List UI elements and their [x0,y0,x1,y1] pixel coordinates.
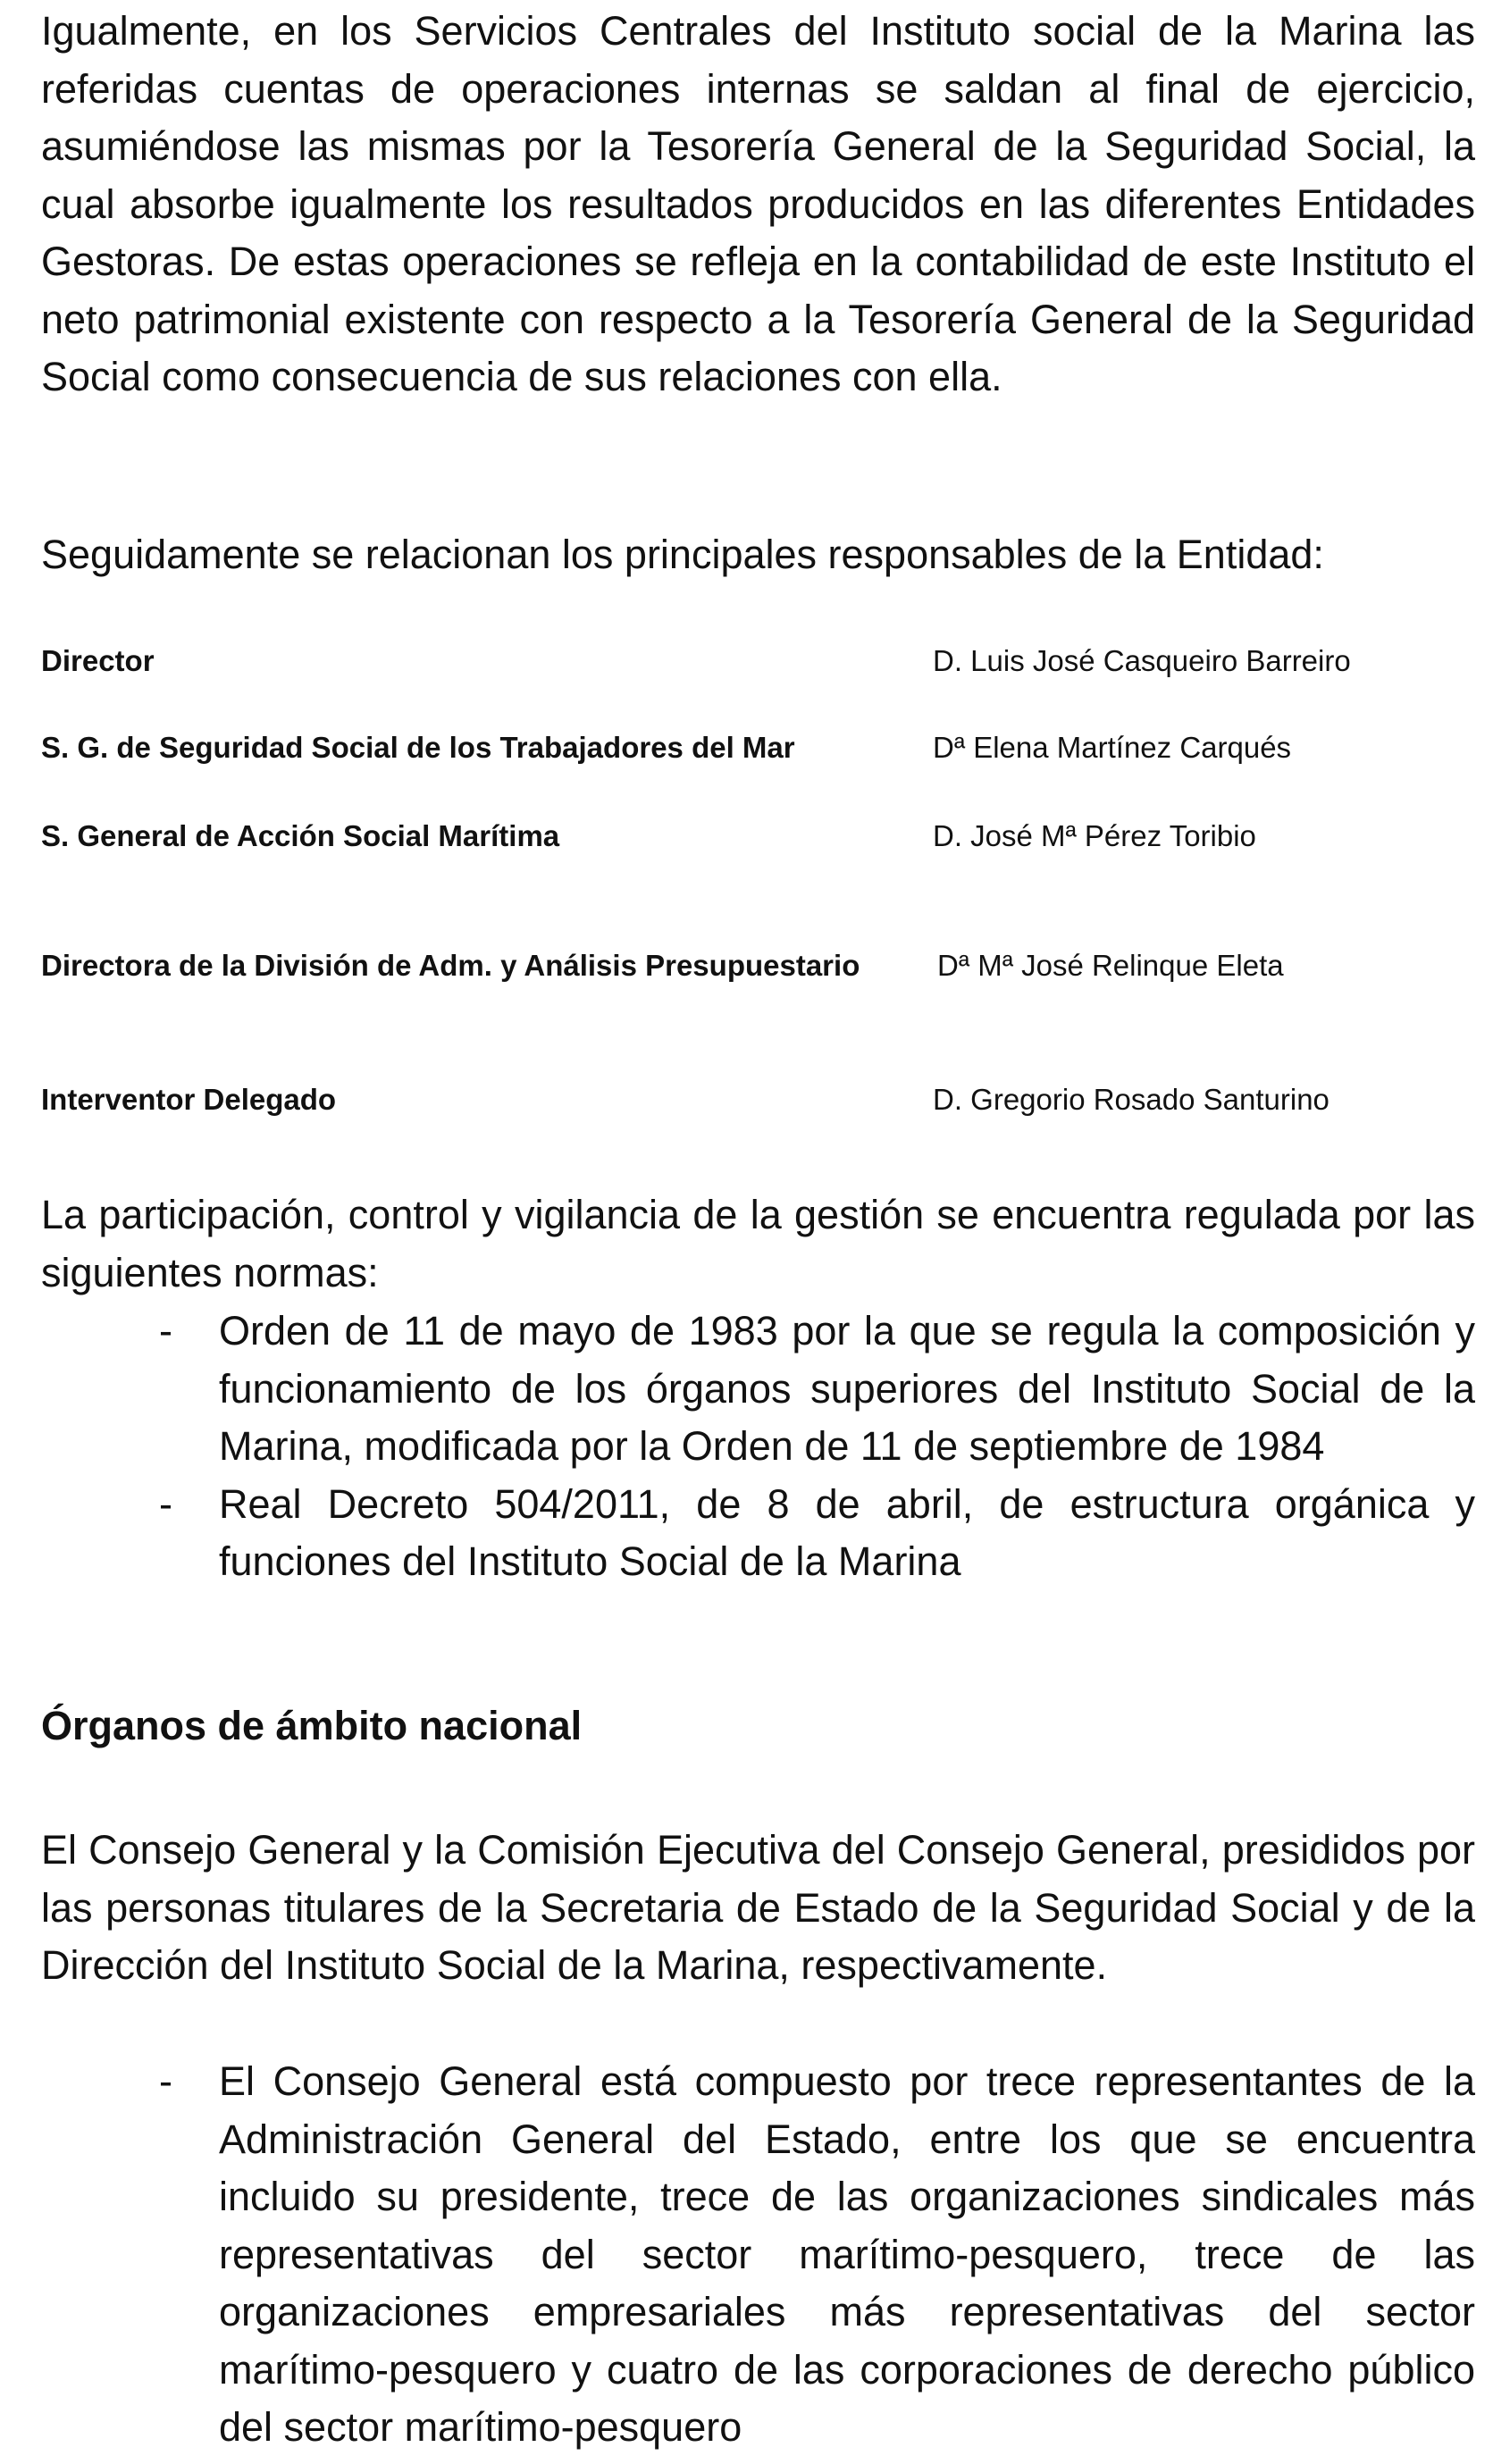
dash-bullet: - [159,1308,172,1354]
normas-list [41,1303,1475,1591]
intro-paragraph: Igualmente, en los Servicios Centrales del Instituto social de la Marina las referidas cuentas de operaciones internas se saldan al final de ejercicio, asumiéndose las mismas por la Tesorería General de la Seguridad Social, la cual absorbe igualmente los resultados producidos en las diferentes Entidades Gestoras. De estas operaciones se refleja en la contabilidad de este Instituto el neto patrimonial existente con respecto a la Tesorería General de la Seguridad Social como consecuencia de sus relaciones con ella. [41,8,1475,399]
consejo-list [41,2053,1475,2457]
section-heading: Órganos de ámbito nacional [41,1703,583,1748]
responsables-intro: Seguidamente se relacionan los principales responsables de la Entidad: [41,532,1324,577]
responsable-name: Dª Elena Martínez Carqués [933,731,1292,764]
list-item-text: El Consejo General está compuesto por trece representantes de la Administración General del Estado, entre los que se encuentra incluido su presidente, trece de las organizaciones sindicales más representativas del sector marítimo-pesquero, trece de las organizaciones empresariales más representativas del sector marítimo-pesquero y cuatro de las corporaciones de derecho público del sector marítimo-pesquero [219,2058,1475,2450]
responsable-name: D. José Mª Pérez Toribio [933,819,1256,852]
list-item-text: Real Decreto 504/2011, de 8 de abril, de estructura orgánica y funciones del Instituto Social de la Marina [219,1480,1475,1584]
responsable-name: D. Gregorio Rosado Santurino [933,1083,1329,1116]
responsable-role: S. G. de Seguridad Social de los Trabajadores del Mar [41,731,795,764]
consejo-paragraph: El Consejo General y la Comisión Ejecutiva del Consejo General, presididos por las personas titulares de la Secretaria de Estado de la Seguridad Social y de la Dirección del Instituto Social de la Marina, respectivamente. [41,1827,1475,1988]
responsable-role: Directora de la División de Adm. y Análisis Presupuestario [41,949,860,982]
list-item [41,2053,1475,2457]
responsable-name: Dª Mª José Relinque Eleta [937,949,1284,982]
dash-bullet: - [159,1480,172,1527]
responsable-role: Director [41,644,155,677]
list-item [41,1476,1475,1591]
responsable-name: D. Luis José Casqueiro Barreiro [933,644,1351,677]
list-item [41,1303,1475,1476]
list-item-text: Orden de 11 de mayo de 1983 por la que se regula la composición y funcionamiento de los órganos superiores del Instituto Social de la Marina, modificada por la Orden de 11 de septiembre de 1984 [219,1308,1475,1469]
responsable-role: Interventor Delegado [41,1083,337,1116]
dash-bullet: - [159,2058,172,2104]
normas-intro: La participación, control y vigilancia de la gestión se encuentra regulada por las siguientes normas: [41,1192,1475,1295]
responsable-role: S. General de Acción Social Marítima [41,819,560,852]
